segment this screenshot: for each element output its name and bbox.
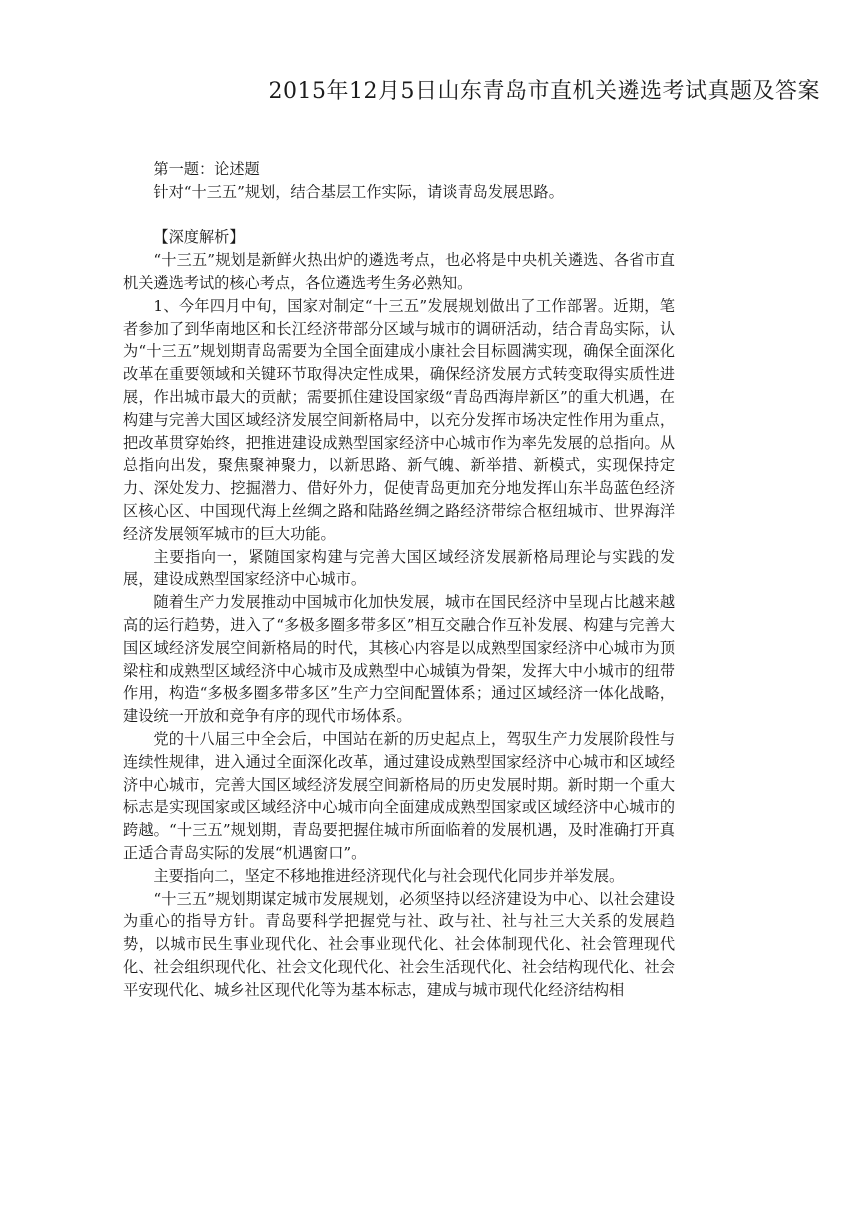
question-text: 针对“十三五”规划，结合基层工作实际，请谈青岛发展思路。 bbox=[153, 182, 564, 201]
question-heading: 第一题：论述题 bbox=[153, 160, 260, 178]
analysis-heading: 【深度解析】 bbox=[153, 228, 245, 247]
paragraph: 主要指向一，紧随国家构建与完善大国区域经济发展新格局理论与实践的发展，建设成熟型国家经济中心城市。 bbox=[123, 547, 675, 589]
paragraph: “十三五”规划期谋定城市发展规划，必须坚持以经济建设为中心、以社会建设为重心的指导方针。青岛要科学把握党与社、政与社、社与社三大关系的发展趋势，以城市民生事业现代化、社会事业现代化、社会体制现代化、社会管理现代化、社会组织现代化、社会文化现代化、社会生活现代化、社会结构现代化、社会平安现代化、城乡社区现代化等为基本标志，建成与城市现代化经济结构相 bbox=[123, 889, 675, 999]
paragraph: 随着生产力发展推动中国城市化加快发展，城市在国民经济中呈现占比越来越高的运行趋势，进入了“多极多圈多带多区”相互交融合作互补发展、构建与完善大国区域经济发展空间新格局的时代，其核心内容是以成熟型国家经济中心城市为顶梁柱和成熟型区域经济中心城市及成熟型中心城镇为骨架，发挥大中小城市的纽带作用，构造“多极多圈多带多区”生产力空间配置体系；通过区域经济一体化战略，建设统一开放和竞争有序的现代市场体系。 bbox=[123, 593, 675, 726]
paragraph: 主要指向二，坚定不移地推进经济现代化与社会现代化同步并举发展。 bbox=[153, 866, 625, 885]
paragraph: 党的十八届三中全会后，中国站在新的历史起点上，驾驭生产力发展阶段性与连续性规律，进入通过全面深化改革，通过建设成熟型国家经济中心城市和区域经济中心城市，完善大国区域经济发展空间新格局的历史发展时期。新时期一个重大标志是实现国家或区域经济中心城市向全面建成成熟型国家或区域经济中心城市的跨越。“十三五”规划期，青岛要把握住城市所面临着的发展机遇，及时准确打开真正适合青岛实际的发展“机遇窗口”。 bbox=[123, 729, 675, 862]
document-title: 2015年12月5日山东青岛市直机关遴选考试真题及答案 bbox=[268, 79, 820, 104]
paragraph: “十三五”规划是新鲜火热出炉的遴选考点，也必将是中央机关遴选、各省市直机关遴选考试的核心考点，各位遴选考生务必熟知。 bbox=[123, 251, 675, 292]
document-body bbox=[123, 158, 675, 1001]
paragraph: 1、今年四月中旬，国家对制定“十三五”发展规划做出了工作部署。近期，笔者参加了到华南地区和长江经济带部分区域与城市的调研活动，结合青岛实际，认为“十三五”规划期青岛需要为全国全面建成小康社会目标圆满实现，确保全面深化改革在重要领域和关键环节取得决定性成果，确保经济发展方式转变取得实质性进展，作出城市最大的贡献；需要抓住建设国家级“青岛西海岸新区”的重大机遇，在构建与完善大国区域经济发展空间新格局中，以充分发挥市场决定性作用为重点，把改革贯穿始终，把推进建设成熟型国家经济中心城市作为率先发展的总指向。从总指向出发，聚焦聚神聚力，以新思路、新气魄、新举措、新模式，实现保持定力、深处发力、挖掘潜力、借好外力，促使青岛更加充分地发挥山东半岛蓝色经济区核心区、中国现代海上丝绸之路和陆路丝绸之路经济带综合枢纽城市、世界海洋经济发展领军城市的巨大功能。 bbox=[123, 296, 675, 543]
